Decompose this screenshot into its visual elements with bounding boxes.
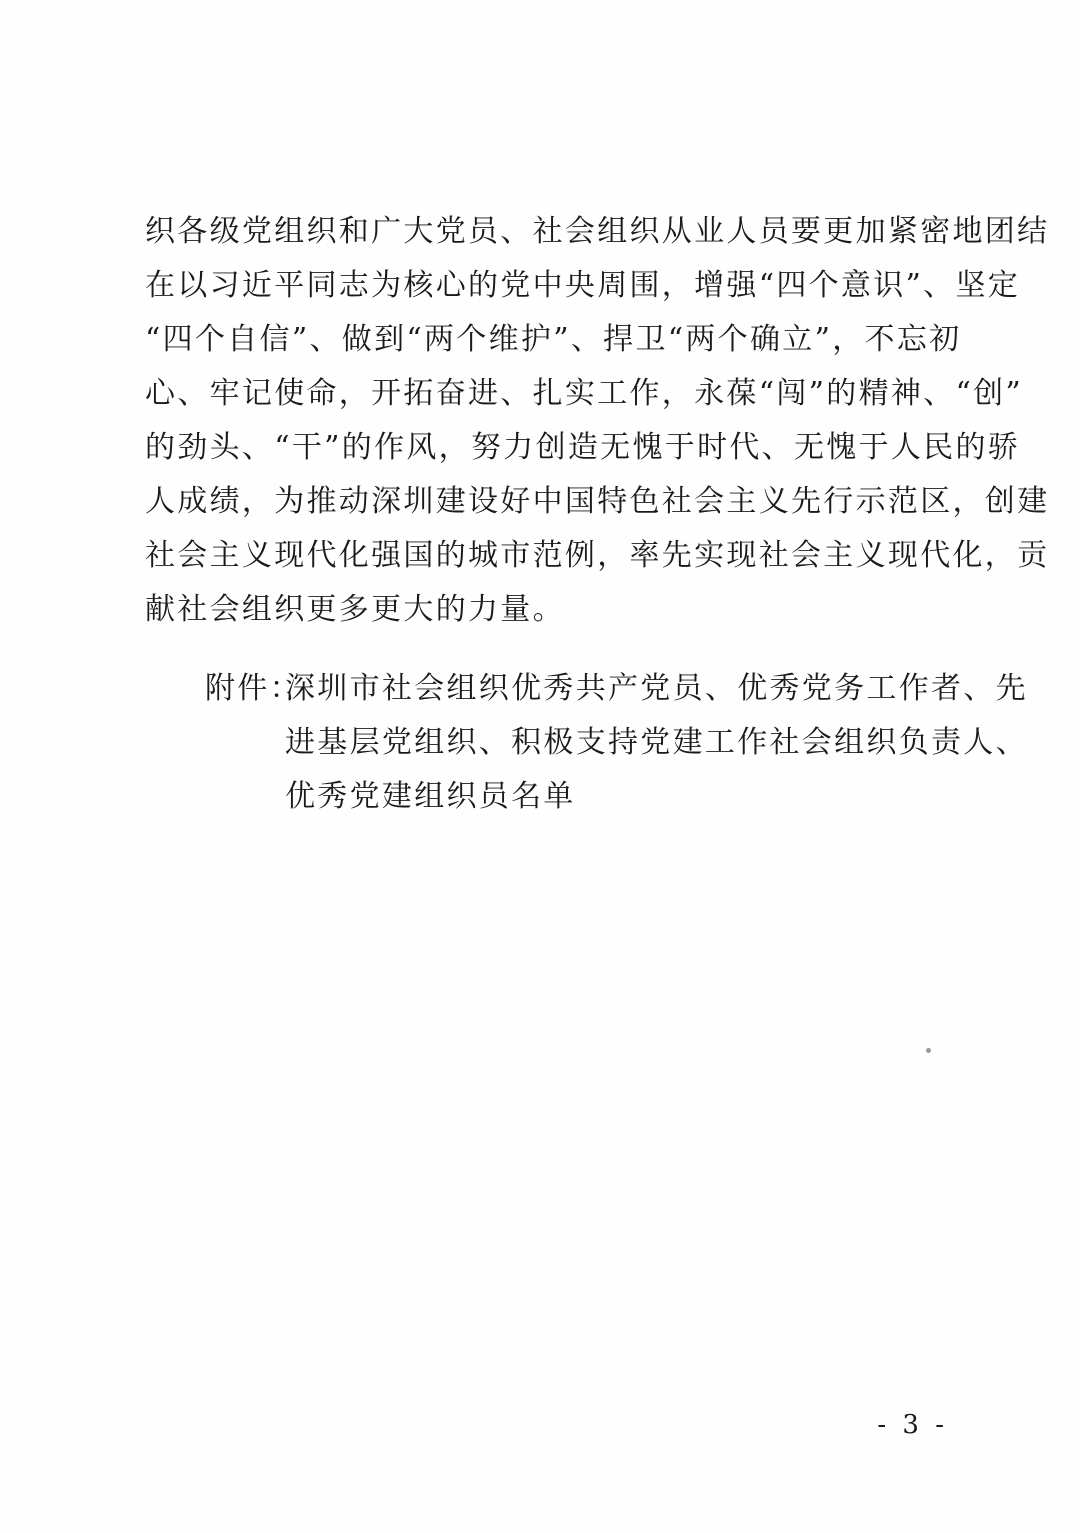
body-line: 在以习近平同志为核心的党中央周围，增强“四个意识”、坚定 [145, 268, 1021, 303]
attachment-line: 深圳市社会组织优秀共产党员、优秀党务工作者、先 [285, 671, 1028, 706]
attachment-line: 优秀党建组织员名单 [285, 779, 576, 814]
attachment-label: 附件： [205, 671, 302, 706]
body-line: “四个自信”、做到“两个维护”、捍卫“两个确立”，不忘初 [145, 322, 962, 357]
body-line: 的劲头、“干”的作风，努力创造无愧于时代、无愧于人民的骄 [145, 430, 1021, 465]
body-line: 社会主义现代化强国的城市范例，率先实现社会主义现代化，贡 [145, 538, 1050, 573]
scan-speck [926, 1048, 931, 1053]
body-line: 织各级党组织和广大党员、社会组织从业人员要更加紧密地团结 [145, 214, 1050, 249]
body-line: 人成绩，为推动深圳建设好中国特色社会主义先行示范区，创建 [145, 484, 1050, 519]
attachment-line: 进基层党组织、积极支持党建工作社会组织负责人、 [285, 725, 1028, 760]
body-line: 心、牢记使命，开拓奋进、扎实工作，永葆“闯”的精神、“创” [145, 376, 1024, 411]
attachment-block [205, 662, 1028, 824]
page-number: - 3 - [877, 1410, 948, 1440]
body-line: 献社会组织更多更大的力量。 [145, 592, 565, 627]
body-paragraph [145, 205, 1050, 637]
